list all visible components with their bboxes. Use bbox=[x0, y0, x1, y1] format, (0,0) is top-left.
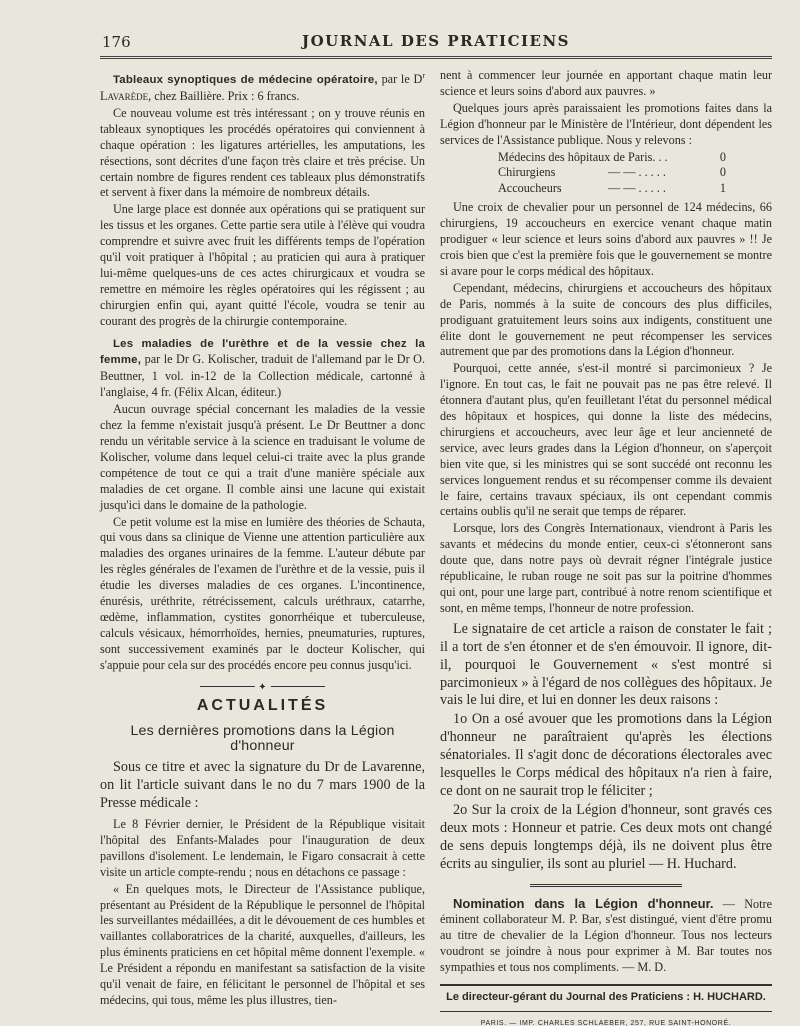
left-column bbox=[100, 68, 425, 1010]
article-intro: Sous ce titre et avec la signature du Dr de Lavarenne, on lit l'article suivant dans le no du 7 mars 1900 de la Presse médicale : bbox=[100, 759, 425, 812]
table-cell-value: 0 bbox=[719, 149, 726, 164]
article-paragraph-1: Le 8 Février dernier, le Président de la République visitait l'hôpital des Enfants-Malades pour l'inauguration de deux pavillons d'isolement. Le lendemain, le Figaro consacrait à cette visite un article compte-rendu ; nous en détachons ce passage : bbox=[100, 817, 425, 879]
review2-heading bbox=[100, 336, 425, 402]
review1-title: Tableaux synoptiques de médecine opératoire, bbox=[113, 74, 378, 87]
right-paragraph-3: Cependant, médecins, chirurgiens et accoucheurs des hôpitaux de Paris, nommés à la suite de concours des plus difficiles, prodiguant gratuitement leurs soins aux indigents, constituent une élite dont le gouvernement ne peut récompenser les services autrement que par des promotions dans la Légion d'honneur. bbox=[440, 280, 772, 359]
right-paragraph-5: Lorsque, lors des Congrès Internationaux, viendront à Paris les savants et médecins du monde entier, ceux-ci s'étonneront sans doute que, dans notre pays où devrait régner l'intégrale justice républicaine, le ruban rouge ne soit pas sur la poitrine d'hommes qui ont, pour une large part, contribué à notre renom scientifique et sont, en même temps, l'honneur de notre profession. bbox=[440, 521, 772, 615]
right-paragraph-2: Une croix de chevalier pour un personnel de 124 médecins, 66 chirurgiens, 19 accoucheurs en exercice venant chaque matin prodiguer « leur science et leurs soins d'abord aux pauvres » !! Je crois bien que c'est la première fois que le gouvernement se montre si avare pour le corps médical des hôpitaux. bbox=[440, 200, 772, 278]
right-column bbox=[440, 68, 772, 1026]
printer-rule bbox=[440, 1011, 772, 1012]
right-paragraph-1: Quelques jours après paraissaient les promotions faites dans la Légion d'honneur par le Ministère de l'Intérieur, dont dépendent les services de l'Assistance publique. Nous y relevons : bbox=[440, 100, 772, 147]
nomination-paragraph bbox=[440, 896, 772, 977]
divider-ornament-icon: ✦ bbox=[254, 680, 270, 696]
journal-title: JOURNAL DES PRATICIENS bbox=[302, 32, 570, 50]
review1-author: Lavarède bbox=[100, 88, 149, 103]
section-divider bbox=[100, 680, 425, 694]
nomination-separator bbox=[530, 884, 682, 887]
header-rule bbox=[100, 56, 772, 59]
table-row bbox=[498, 165, 726, 181]
article-continuation: nent à commencer leur journée en apportant chaque matin leur science et leurs soins d'abord aux pauvres. » bbox=[440, 68, 772, 98]
review2-byline: par le Dr G. Kolischer, traduit de l'allemand par le Dr O. Beuttner, 1 vol. in-12 de la Collection médicale, cartonné à l'anglaise, 4 fr. (Félix Alcan, éditeur.) bbox=[100, 352, 426, 400]
article-title: Les dernières promotions dans la Légion d'honneur bbox=[130, 722, 395, 755]
right-paragraph-4: Pourquoi, cette année, s'est-il montré si parcimonieux ? Je l'ignore. En tout cas, le fait ne pouvait pas ne pas être relevé. Il étonnera d'autant plus, qu'en feuilletant l'état du personnel médical des hôpitaux et hospices, qui donne la liste des médecins, chirurgiens et accoucheurs, avec leur âge et leur ancienneté de service, avec leurs grades dans la Légion d'honneur, on s'aperçoit bien vite que, si les ministres qui se sont succédé ont reconnu les services longuement rendus et su récompenser comme ils devaient le faire, certains travaux spéciaux, ils ont cependant commis certains oublis qu'il ne serait que temps de réparer. bbox=[440, 361, 772, 519]
review1-author-title-sup: r bbox=[422, 71, 425, 80]
review1-paragraph-2: Une large place est donnée aux opérations qui se pratiquent sur les tissus et les organes. Cette partie sera utile à l'élève qui voudra comprendre et suivre avec fruit les différents temps de l'opération qu'il voit pratiquer à l'hôpital ; au praticien qui aura à pratiquer lui-même quelques-uns de ces actes chirurgicaux et voudra se remettre en mémoire les règles opératoires qui les régissent ; au chirurgien enfin qui, ayant quitté l'école, voudra se tenir au courant des progrès de la chirurgie contemporaine. bbox=[100, 202, 425, 328]
footer-rule bbox=[440, 984, 772, 986]
table-cell-label: Chirurgiens bbox=[498, 165, 556, 180]
review1-paragraph-1: Ce nouveau volume est très intéressant ; on y trouve réunis en tableaux synoptiques les procédés opératoires qui conviennent à chaque opération : les ligatures artérielles, les amputations, les résections, sont décrites d'une façon très claire et très précise. Un certain nombre de figures rendent ces tableaux plus démonstratifs et servent à fixer dans la mémoire de nombreux détails. bbox=[100, 105, 425, 200]
right-paragraph-8: 2o Sur la croix de la Légion d'honneur, sont gravés ces deux mots : Honneur et patrie. Ces deux mots ont changé de sens depuis longtemps déjà, ils ne doivent plus être écrits au singulier, ils sont au pluriel — H. Huchard. bbox=[440, 801, 772, 872]
article-paragraph-2: « En quelques mots, le Directeur de l'Assistance publique, présentant au Président de la République le personnel de l'hôpital les surveillantes médaillées, a dit le dévouement de ces humbles et vaillantes collaboratrices de la charité, auxquelles, d'ailleurs, les plus éminents praticiens en cet hôpital même donnent l'exemple. « Le Président a répondu en manifestant sa satisfaction de la visite qu'il venait de faire, en félicitant le personnel de l'hôpital et ses médecins, qui tous, même les plus illustres, tien- bbox=[100, 881, 425, 1007]
nomination-text: — Notre éminent collaborateur M. P. Bar, s'est distingué, vient d'être promu au titre de chevalier de la Légion d'honneur. Tous nos lecteurs voudront se joindre à nous pour exprimer à M. Bar toutes nos sympathies et tous nos compliments. — M. D. bbox=[440, 896, 772, 975]
table-row bbox=[498, 150, 726, 166]
section-heading: ACTUALITÉS bbox=[196, 696, 329, 714]
review1-byline-pre: par le D bbox=[377, 72, 423, 87]
page-number: 176 bbox=[102, 33, 131, 51]
table-cell-label: Accoucheurs bbox=[498, 181, 562, 196]
review2-paragraph-2: Ce petit volume est la mise en lumière des théories de Schauta, qui vous dans sa clinique de Vienne une attention particulière aux maladies des organes urinaires de la femme. L'auteur débute par les règles générales de l'examen de l'urèthre et de la vessie, puis il étudie les diverses maladies de ces organes. L'incontinence, énurésis, uréthrite, rétrécissement, calculs uréthraux, catarrhe, œdème, inflammation, cystites gonorrhéique et tuberculeuse, calculs vésicaux, hémorrhoïdes, hernies, pneumaturies, ruptures, sont successivement examinés par le docteur Kolischer, qui s'appuie pour cela sur des procédés encore peu connus jusqu'ici. bbox=[100, 514, 425, 672]
director-line: Le directeur-gérant du Journal des Praticiens : H. HUCHARD. bbox=[446, 991, 766, 1004]
review2-paragraph-1: Aucun ouvrage spécial concernant les maladies de la vessie chez la femme n'existait jusqu'à présent. Le Dr Beuttner a donc rendu un véritable service à la science en traduisant le volume de Kolischer, volume dans lequel celui-ci traite avec la plus grande compétence de tout ce qui a trait d'une manière spéciale aux maladies de cet organe. Il comble ainsi une lacune qui existait jusqu'ici dans le domaine de la pathologie. bbox=[100, 402, 425, 512]
right-paragraph-6: Le signataire de cet article a raison de constater le fait ; il a tort de s'en étonner et de s'en émouvoir. Il ignore, dit-il, pourquoi le Gouvernement « s'est montré si parcimonieux » à l'égard de nos collègues des hôpitaux. Je vais le lui dire, et lui en donner les deux raisons : bbox=[440, 620, 772, 709]
nomination-title: Nomination dans la Légion d'honneur. bbox=[453, 895, 714, 911]
table-cell-value: 0 bbox=[719, 165, 726, 180]
review1-byline-post: , chez Baillière. Prix : 6 francs. bbox=[148, 88, 300, 103]
review2-title: Les maladies de l'urèthre et de la vessie chez la femme, bbox=[100, 337, 425, 367]
table-cell-dash: — — . . . . . bbox=[608, 181, 666, 196]
table-cell-dash: — — . . . . . bbox=[608, 165, 666, 180]
printer-line: PARIS. — IMP. CHARLES SCHLAEBER, 257, RUE SAINT-HONORÉ. bbox=[480, 1019, 732, 1026]
table-cell-label: Médecins des hôpitaux de Paris. . . bbox=[498, 149, 668, 164]
promotions-table bbox=[498, 150, 726, 198]
table-cell-value: 1 bbox=[719, 181, 726, 196]
review1-heading bbox=[100, 68, 425, 105]
table-row bbox=[498, 181, 726, 197]
page-header bbox=[102, 30, 770, 58]
right-paragraph-7: 1o On a osé avouer que les promotions dans la Légion d'honneur ne paraîtraient qu'après les élections sénatoriales. Il s'agit donc de décorations électorales avec lesquelles le Corps médical des hôpitaux n'a rien à faire, ce dont on ne saurait trop le féliciter ; bbox=[440, 711, 772, 799]
